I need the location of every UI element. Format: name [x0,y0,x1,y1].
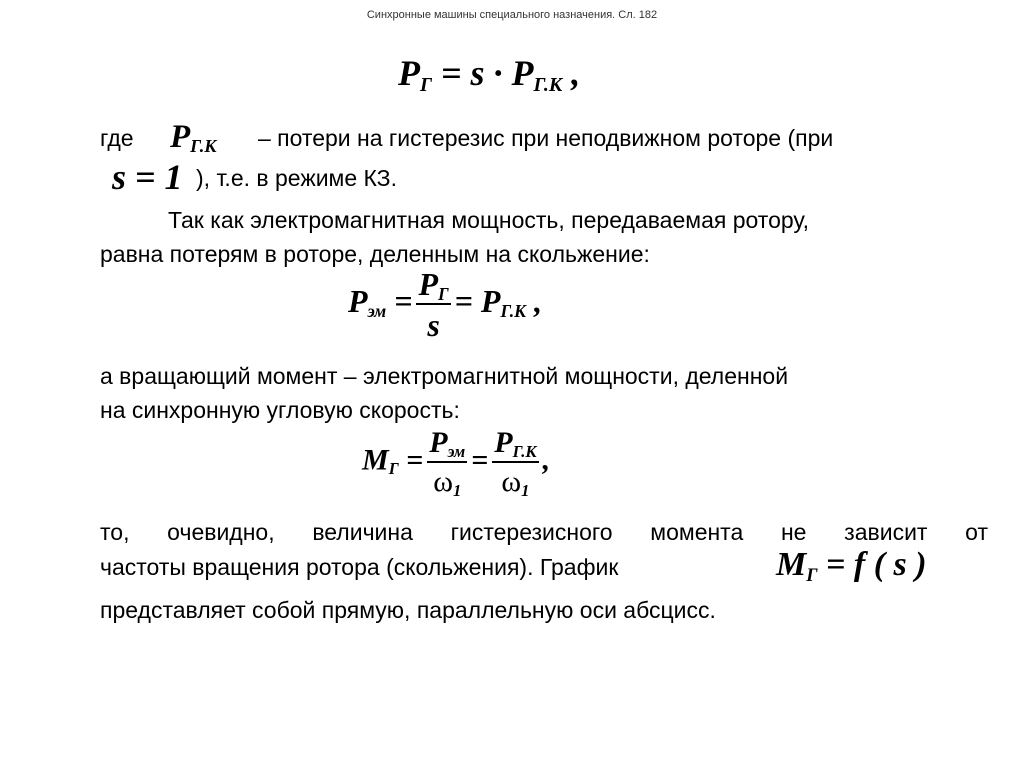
paragraph-3-line-1: а вращающий момент – электромагнитной мощности, деленной [100,363,789,389]
paragraph-4-line-1: то, очевидно, величина гистерезисного момента не зависит от [100,519,988,545]
paragraph-1-line-1: – потери на гистерезис при неподвижном роторе (при [258,125,834,151]
slide-header: Синхронные машины специального назначения. Сл. 182 [366,9,658,21]
where-word: где [100,125,134,151]
symbol-p-gk: $P_{Г.К}$ [170,119,217,157]
formula-torque-function: $M_Г = f$ ( s ) [776,546,927,586]
paragraph-3-line-2: на синхронную угловую скорость: [100,397,460,423]
paragraph-1-line-2: ), т.е. в режиме КЗ. [196,165,397,191]
paragraph-2-line-2: равна потерям в роторе, деленным на скольжение: [100,241,650,267]
formula-em-power: $P_{эм}$ = $\frac{P_Г}{s}$ = $P_{Г.К}$ , [348,266,543,343]
formula-s-equals-1: s = 1 [112,157,183,197]
paragraph-2-line-1: Так как электромагнитная мощность, передаваемая ротору, [168,207,809,233]
paragraph-4-line-2: частоты вращения ротора (скольжения). График [100,554,619,580]
paragraph-4-line-3: представляет собой прямую, параллельную оси абсцисс. [100,597,716,623]
formula-hysteresis-torque: $M_Г$ = $\frac{P_{эм}}{\omega_1}$ = $\frac{P_{Г.К}}{\omega_1}$ , [362,426,551,500]
formula-hysteresis-power: $P_Г = s \cdot P_{Г.К}$ , [398,53,581,96]
